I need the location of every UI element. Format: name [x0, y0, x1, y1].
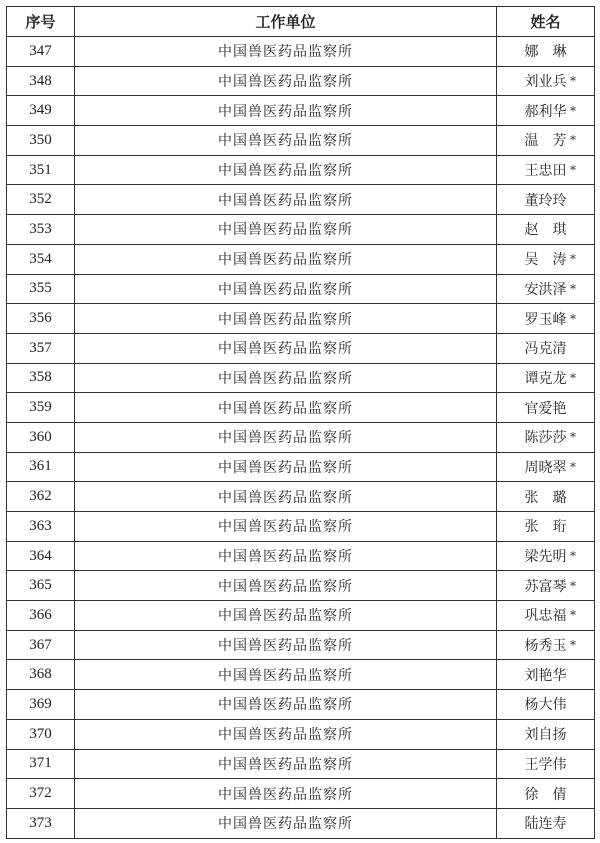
name-cell	[497, 452, 595, 482]
serial-number-cell: 365	[7, 571, 75, 601]
person-name: 张 珩	[524, 519, 567, 536]
work-unit-cell: 中国兽医药品监察所	[75, 571, 497, 601]
person-name: 董玲玲	[524, 192, 567, 209]
asterisk-mark: *	[570, 103, 576, 118]
table-row	[7, 719, 595, 749]
work-unit-cell: 中国兽医药品监察所	[75, 244, 497, 274]
asterisk-mark: *	[570, 608, 576, 623]
work-unit-cell: 中国兽医药品监察所	[75, 690, 497, 720]
work-unit-cell: 中国兽医药品监察所	[75, 749, 497, 779]
person-name: 赵 琪	[524, 222, 567, 239]
person-name: 张 璐	[524, 489, 567, 506]
table-row	[7, 630, 595, 660]
serial-number-cell: 347	[7, 37, 75, 67]
table-row	[7, 601, 595, 631]
name-cell	[497, 215, 595, 245]
table-row	[7, 808, 595, 838]
serial-number-cell: 349	[7, 96, 75, 126]
table-row	[7, 304, 595, 334]
serial-number-cell: 362	[7, 482, 75, 512]
asterisk-mark: *	[570, 281, 576, 296]
serial-number-cell: 352	[7, 185, 75, 215]
name-cell	[497, 304, 595, 334]
serial-number-cell: 354	[7, 244, 75, 274]
person-name: 苏富琴	[524, 578, 567, 595]
work-unit-cell: 中国兽医药品监察所	[75, 96, 497, 126]
asterisk-mark: *	[570, 370, 576, 385]
name-cell	[497, 66, 595, 96]
name-cell	[497, 630, 595, 660]
serial-number-cell: 370	[7, 719, 75, 749]
person-name: 安洪泽	[524, 281, 567, 298]
serial-number-cell: 356	[7, 304, 75, 334]
serial-number-cell: 350	[7, 126, 75, 156]
person-name: 郝利华	[524, 103, 567, 120]
serial-number-cell: 360	[7, 422, 75, 452]
name-cell	[497, 96, 595, 126]
work-unit-cell: 中国兽医药品监察所	[75, 719, 497, 749]
work-unit-cell: 中国兽医药品监察所	[75, 215, 497, 245]
table-row	[7, 749, 595, 779]
name-cell	[497, 126, 595, 156]
asterisk-mark: *	[570, 133, 576, 148]
name-cell	[497, 541, 595, 571]
table-row	[7, 452, 595, 482]
asterisk-mark: *	[570, 638, 576, 653]
name-cell	[497, 482, 595, 512]
work-unit-cell: 中国兽医药品监察所	[75, 66, 497, 96]
table-row	[7, 96, 595, 126]
person-name: 徐 倩	[524, 786, 567, 803]
person-name: 刘自扬	[524, 727, 567, 744]
name-cell	[497, 719, 595, 749]
work-unit-cell: 中国兽医药品监察所	[75, 422, 497, 452]
name-cell	[497, 422, 595, 452]
name-cell	[497, 660, 595, 690]
person-name: 梁先明	[524, 549, 567, 566]
work-unit-cell: 中国兽医药品监察所	[75, 274, 497, 304]
table-row	[7, 660, 595, 690]
table-row	[7, 244, 595, 274]
person-name: 娜 琳	[524, 44, 567, 61]
serial-number-cell: 355	[7, 274, 75, 304]
person-name: 温 芳	[524, 133, 567, 150]
serial-number-cell: 372	[7, 779, 75, 809]
header-name: 姓名	[497, 7, 595, 37]
name-cell	[497, 274, 595, 304]
person-name: 杨大伟	[524, 697, 567, 714]
work-unit-cell: 中国兽医药品监察所	[75, 779, 497, 809]
work-unit-cell: 中国兽医药品监察所	[75, 393, 497, 423]
personnel-table	[6, 6, 595, 839]
serial-number-cell: 373	[7, 808, 75, 838]
person-name: 王忠田	[524, 163, 567, 180]
work-unit-cell: 中国兽医药品监察所	[75, 601, 497, 631]
name-cell	[497, 601, 595, 631]
person-name: 陆连寿	[524, 816, 567, 833]
work-unit-cell: 中国兽医药品监察所	[75, 363, 497, 393]
person-name: 罗玉峰	[524, 311, 567, 328]
asterisk-mark: *	[570, 578, 576, 593]
serial-number-cell: 364	[7, 541, 75, 571]
name-cell	[497, 155, 595, 185]
work-unit-cell: 中国兽医药品监察所	[75, 630, 497, 660]
work-unit-cell: 中国兽医药品监察所	[75, 155, 497, 185]
person-name: 杨秀玉	[524, 638, 567, 655]
name-cell	[497, 571, 595, 601]
asterisk-mark: *	[570, 252, 576, 267]
table-row	[7, 215, 595, 245]
person-name: 巩忠福	[524, 608, 567, 625]
table-row	[7, 155, 595, 185]
name-cell	[497, 37, 595, 67]
person-name: 刘业兵	[524, 74, 567, 91]
table-row	[7, 126, 595, 156]
name-cell	[497, 244, 595, 274]
name-cell	[497, 690, 595, 720]
asterisk-mark: *	[570, 163, 576, 178]
table-row	[7, 422, 595, 452]
table-row	[7, 541, 595, 571]
table-row	[7, 274, 595, 304]
table-row	[7, 66, 595, 96]
name-cell	[497, 393, 595, 423]
table-body	[7, 37, 595, 839]
serial-number-cell: 366	[7, 601, 75, 631]
name-cell	[497, 749, 595, 779]
asterisk-mark: *	[570, 74, 576, 89]
serial-number-cell: 353	[7, 215, 75, 245]
work-unit-cell: 中国兽医药品监察所	[75, 660, 497, 690]
asterisk-mark: *	[570, 311, 576, 326]
serial-number-cell: 351	[7, 155, 75, 185]
work-unit-cell: 中国兽医药品监察所	[75, 541, 497, 571]
table-row	[7, 393, 595, 423]
serial-number-cell: 361	[7, 452, 75, 482]
serial-number-cell: 357	[7, 333, 75, 363]
header-row	[7, 7, 595, 37]
serial-number-cell: 369	[7, 690, 75, 720]
header-serial-number: 序号	[7, 7, 75, 37]
table-row	[7, 363, 595, 393]
table-row	[7, 779, 595, 809]
person-name: 周晓翠	[524, 459, 567, 476]
table-row	[7, 690, 595, 720]
name-cell	[497, 185, 595, 215]
work-unit-cell: 中国兽医药品监察所	[75, 304, 497, 334]
table-row	[7, 571, 595, 601]
work-unit-cell: 中国兽医药品监察所	[75, 808, 497, 838]
work-unit-cell: 中国兽医药品监察所	[75, 185, 497, 215]
name-cell	[497, 363, 595, 393]
asterisk-mark: *	[570, 459, 576, 474]
person-name: 官爱艳	[524, 400, 567, 417]
serial-number-cell: 371	[7, 749, 75, 779]
table-header	[7, 7, 595, 37]
person-name: 王学伟	[524, 756, 567, 773]
table-row	[7, 185, 595, 215]
work-unit-cell: 中国兽医药品监察所	[75, 126, 497, 156]
header-work-unit: 工作单位	[75, 7, 497, 37]
person-name: 吴 涛	[524, 252, 567, 269]
work-unit-cell: 中国兽医药品监察所	[75, 333, 497, 363]
asterisk-mark: *	[570, 549, 576, 564]
work-unit-cell: 中国兽医药品监察所	[75, 482, 497, 512]
person-name: 陈莎莎	[524, 430, 567, 447]
name-cell	[497, 333, 595, 363]
work-unit-cell: 中国兽医药品监察所	[75, 452, 497, 482]
table-row	[7, 482, 595, 512]
asterisk-mark: *	[570, 430, 576, 445]
person-name: 冯克清	[524, 341, 567, 358]
serial-number-cell: 368	[7, 660, 75, 690]
table-row	[7, 37, 595, 67]
serial-number-cell: 367	[7, 630, 75, 660]
table-row	[7, 512, 595, 542]
name-cell	[497, 512, 595, 542]
work-unit-cell: 中国兽医药品监察所	[75, 512, 497, 542]
serial-number-cell: 359	[7, 393, 75, 423]
serial-number-cell: 358	[7, 363, 75, 393]
serial-number-cell: 348	[7, 66, 75, 96]
name-cell	[497, 779, 595, 809]
table-row	[7, 333, 595, 363]
work-unit-cell: 中国兽医药品监察所	[75, 37, 497, 67]
name-cell	[497, 808, 595, 838]
person-name: 刘艳华	[524, 667, 567, 684]
person-name: 谭克龙	[524, 370, 567, 387]
serial-number-cell: 363	[7, 512, 75, 542]
